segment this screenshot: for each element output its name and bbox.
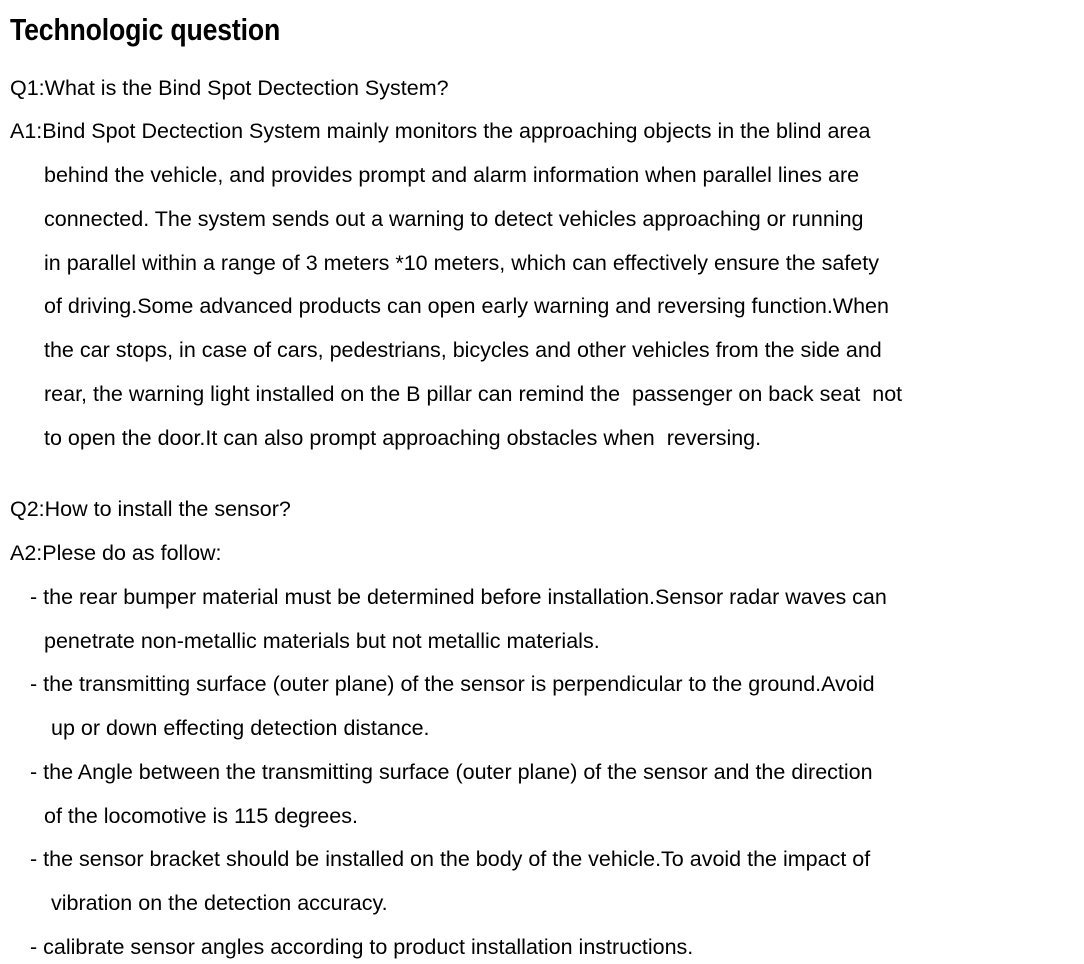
step-2-line-2: up or down effecting detection distance. (51, 716, 430, 740)
answer-1-line-8: to open the door.It can also prompt approaching obstacles when reversing. (44, 426, 762, 450)
step-4-line-2: vibration on the detection accuracy. (51, 891, 388, 915)
answer-1-line-6: the car stops, in case of cars, pedestrians, bicycles and other vehicles from the side and (44, 338, 882, 362)
answer-1-line-3: connected. The system sends out a warning to detect vehicles approaching or running (44, 207, 864, 231)
step-3-line-2: of the locomotive is 115 degrees. (44, 804, 358, 828)
answer-1-line-5: of driving.Some advanced products can open early warning and reversing function.When (44, 294, 889, 318)
document-title: Technologic question (10, 12, 281, 47)
answer-2-intro: A2:Plese do as follow: (10, 541, 222, 565)
step-1-line-2: penetrate non-metallic materials but not metallic materials. (44, 629, 600, 653)
question-1: Q1:What is the Bind Spot Dectection System? (10, 76, 449, 100)
question-2: Q2:How to install the sensor? (10, 497, 291, 521)
step-1-line-1: - the rear bumper material must be determined before installation.Sensor radar waves can (30, 585, 887, 609)
answer-1-line-2: behind the vehicle, and provides prompt and alarm information when parallel lines are (44, 163, 860, 187)
step-3-line-1: - the Angle between the transmitting surface (outer plane) of the sensor and the direction (30, 760, 873, 784)
answer-1-line-4: in parallel within a range of 3 meters *10 meters, which can effectively ensure the safety (44, 251, 879, 275)
answer-1-line-1: A1:Bind Spot Dectection System mainly monitors the approaching objects in the blind area (10, 119, 871, 143)
step-2-line-1: - the transmitting surface (outer plane) of the sensor is perpendicular to the ground.Avoid (30, 672, 875, 696)
step-5-line-1: - calibrate sensor angles according to product installation instructions. (30, 935, 694, 959)
step-4-line-1: - the sensor bracket should be installed on the body of the vehicle.To avoid the impact of (30, 847, 871, 871)
answer-1-line-7: rear, the warning light installed on the B pillar can remind the passenger on back seat not (44, 382, 903, 406)
